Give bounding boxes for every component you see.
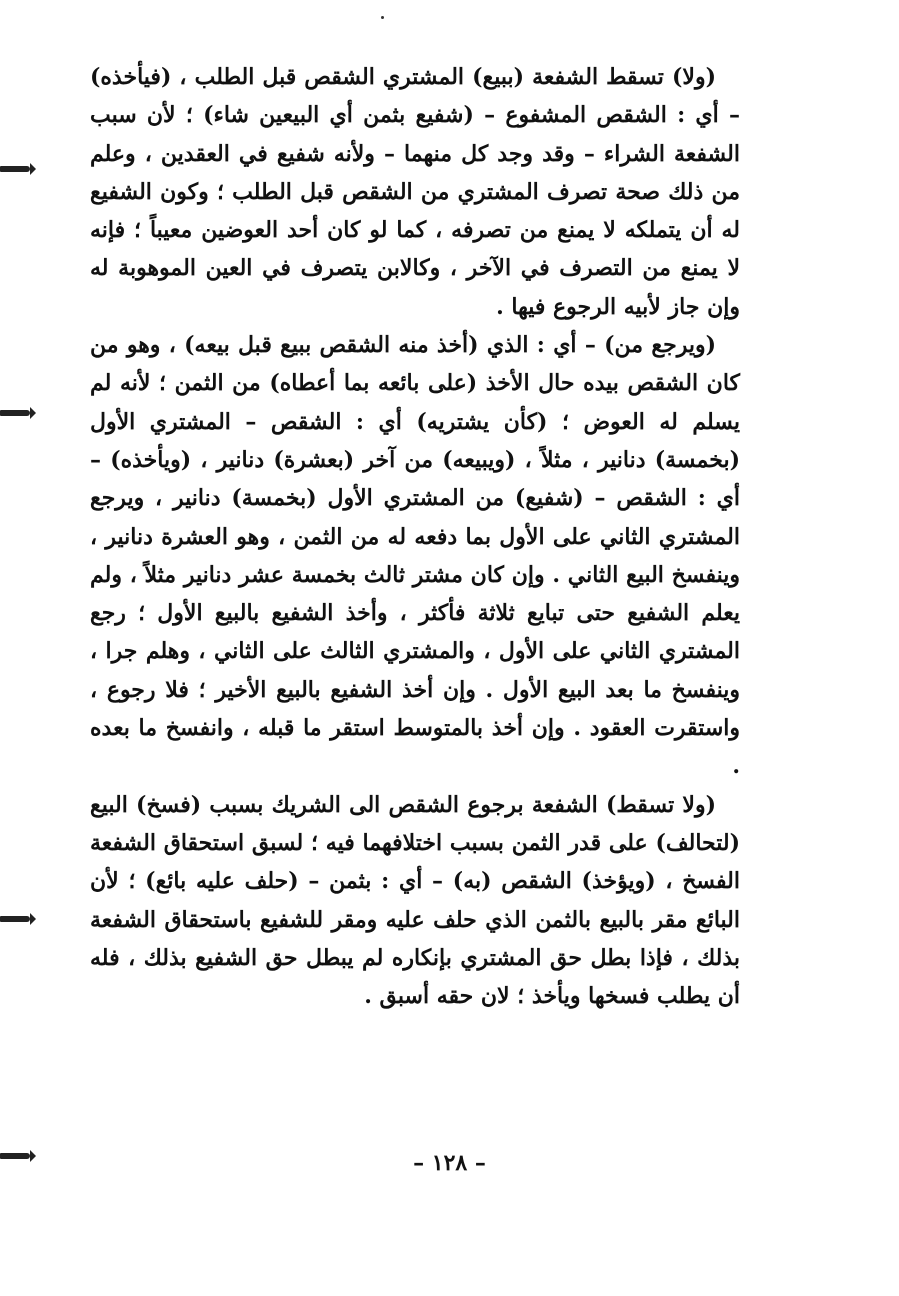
scan-speck	[381, 16, 384, 19]
paragraph-recourse-on-seller: (ويرجع من) – أي : الذي (أخذ منه الشقص ببيع قبل بيعه) ، وهو من كان الشقص بيده حال الأخذ (على بائعه بما أعطاه) من الثمن ؛ لأنه لم يسلم له العوض ؛ (كأن يشتريه) أي : الشقص – المشتري الأول (بخمسة) دنانير ، مثلاً ، (ويبيعه) من آخر (بعشرة) دنانير ، (ويأخذه) – أي : الشقص – (شفيع) من المشتري الأول (بخمسة) دنانير ، ويرجع المشتري الثاني على الأول بما دفعه له من الثمن ، وهو العشرة دنانير ، وينفسخ البيع الثاني . وإن كان مشتر ثالث بخمسة عشر دنانير مثلاً ، ولم يعلم الشفيع حتى تبايع ثلاثة فأكثر ، وأخذ الشفيع بالبيع الأول ؛ رجع المشتري الثاني على الأول ، والمشتري الثالث على الثاني ، وهلم جرا ، وينفسخ ما بعد البيع الأول . وإن أخذ الشفيع بالبيع الأخير ؛ فلا رجوع ، واستقرت العقود . وإن أخذ بالمتوسط استقر ما قبله ، وانفسخ ما بعده .	[90, 332, 741, 780]
margin-arrow-mark	[0, 166, 30, 172]
page-number: – ١٢٨ –	[413, 1150, 486, 1176]
paragraph-sale-before-claim: (ولا) تسقط الشفعة (ببيع) المشتري الشقص قبل الطلب ، (فيأخذه) – أي : الشقص المشفوع – (شفيع بثمن أي البيعين شاء) ؛ لأن سبب الشفعة الشراء – وقد وجد كل منهما – ولأنه شفيع في العقدين ، وعلم من ذلك صحة تصرف المشتري من الشقص قبل الطلب ؛ وكون الشفيع له أن يتملكه لا يمنع من تصرفه ، كما لو كان أحد العوضين معيباً ؛ فإنه لا يمنع من التصرف في الآخر ، وكالابن يتصرف في العين الموهوبة له وإن جاز لأبيه الرجوع فيها .	[90, 64, 740, 320]
margin-arrow-mark	[0, 916, 30, 922]
margin-arrow-mark	[0, 1153, 30, 1159]
margin-arrow-mark	[0, 410, 30, 416]
book-page-text	[90, 58, 740, 1015]
paragraph-rescission-by-oath: (ولا تسقط) الشفعة برجوع الشقص الى الشريك بسبب (فسخ) البيع (لتحالف) على قدر الثمن بسبب اختلافهما فيه ؛ لسبق استحقاق الشفعة الفسخ ، (ويؤخذ) الشقص (به) – أي : بثمن – (حلف عليه بائع) ؛ لأن البائع مقر بالبيع بالثمن الذي حلف عليه ومقر للشفيع باستحقاق الشفعة بذلك ، فإذا بطل حق المشتري بإنكاره لم يبطل حق الشفيع بذلك ، فله أن يطلب فسخها ويأخذ ؛ لان حقه أسبق .	[90, 791, 740, 1010]
